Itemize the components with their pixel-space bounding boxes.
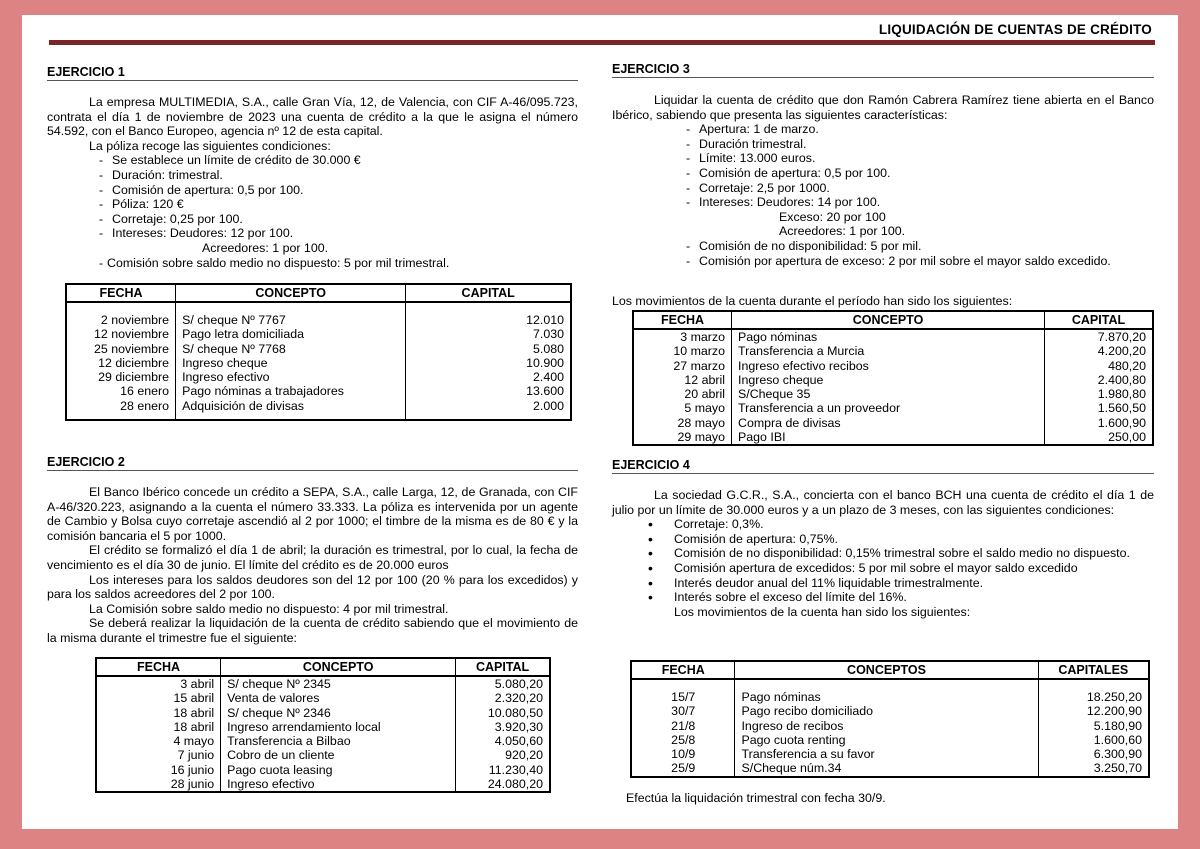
condition-subitem: Acreedores: 1 por 100. xyxy=(779,224,906,239)
cell-fecha: 20 abril xyxy=(633,387,732,401)
cell-concepto: Transferencia a un proveedor xyxy=(732,401,1045,415)
table-row xyxy=(631,690,1149,704)
cell-concepto: Ingreso efectivo xyxy=(221,777,456,792)
cell-capital: 1.560,50 xyxy=(1097,401,1146,416)
cell-capital: 13.600 xyxy=(526,384,564,399)
table-row xyxy=(631,747,1149,761)
cell-fecha: 28 junio xyxy=(96,777,221,792)
exercise-2-table xyxy=(95,657,551,793)
exercise-3-intro: Liquidar la cuenta de crédito que don Ramón Cabrera Ramírez tiene abierta en el Banco Ibérico, sabiendo que presenta las siguientes características: xyxy=(612,93,1154,122)
table-row xyxy=(633,430,1153,445)
cell-fecha: 4 mayo xyxy=(96,734,221,748)
cell-fecha: 25 noviembre xyxy=(66,342,176,356)
cell-concepto: Compra de divisas xyxy=(732,416,1045,430)
column-header: CAPITAL xyxy=(456,658,550,676)
column-header: CONCEPTO xyxy=(732,311,1045,329)
condition-item: - Corretaje: 0,25 por 100. xyxy=(47,212,578,227)
cell-fecha: 15 abril xyxy=(96,691,221,705)
cell-concepto: S/ cheque Nº 2346 xyxy=(221,706,456,720)
cell-fecha: 16 junio xyxy=(96,763,221,777)
exercise-1-intro: La empresa MULTIMEDIA, S.A., calle Gran Vía, 12, de Valencia, con CIF A-46/095.723, contrata el día 1 de noviembre de 2023 una cuenta de crédito a la que le asigna el número 54.592, con el Banco Europeo, agencia nº 12 de esta capital. xyxy=(47,95,578,139)
cell-capital: 2.400 xyxy=(532,370,564,385)
exercise-2-paragraph: El Banco Ibérico concede un crédito a SEPA, S.A., calle Larga, 12, de Granada, con CIF A-46/320.223, asignando a la cuenta el número 33.333. La póliza es intervenida por un agente de Cambio y Bolsa cuyo corretaje ascendió al 2 por 1000; el timbre de la misma es de 80 € y la comisión bancaria el 5 por 1000. xyxy=(47,485,578,543)
table-row xyxy=(633,359,1153,373)
cell-fecha: 3 marzo xyxy=(633,329,732,344)
table-spacer-row xyxy=(631,679,1149,690)
cell-concepto: Pago nóminas xyxy=(735,690,1038,704)
cell-fecha: 5 mayo xyxy=(633,401,732,415)
exercise-1-table xyxy=(65,283,572,421)
table-header-row xyxy=(66,284,571,302)
condition-item: - Comisión de no disponibilidad: 5 por mil. xyxy=(634,239,1154,254)
column-header: CAPITAL xyxy=(406,284,571,302)
table-row xyxy=(66,384,571,398)
condition-item: - Apertura: 1 de marzo. xyxy=(634,122,1154,137)
cell-fecha: 3 abril xyxy=(96,676,221,691)
cell-concepto: Pago cuota renting xyxy=(735,733,1038,747)
table-row xyxy=(96,748,550,762)
exercise-1-conditions xyxy=(47,153,578,270)
condition-item: - Comisión de apertura: 0,5 por 100. xyxy=(634,166,1154,181)
cell-fecha: 2 noviembre xyxy=(66,313,176,327)
cell-concepto: Pago nóminas xyxy=(732,329,1045,344)
table-row xyxy=(66,370,571,384)
cell-capital: 4.200,20 xyxy=(1097,344,1146,359)
cell-capital: 18.250,20 xyxy=(1086,690,1142,704)
exercise-1-title: EJERCICIO 1 xyxy=(47,65,578,81)
column-header: FECHA xyxy=(96,658,221,676)
table-row xyxy=(96,763,550,777)
cell-capital: 5.180,90 xyxy=(1093,718,1142,733)
table-row xyxy=(633,373,1153,387)
table-row xyxy=(96,691,550,705)
table-row xyxy=(66,356,571,370)
condition-item: - Duración trimestral. xyxy=(634,137,1154,152)
cell-fecha: 12 noviembre xyxy=(66,327,176,341)
table-row xyxy=(66,399,571,413)
cell-fecha: 30/7 xyxy=(631,704,735,718)
table-row xyxy=(633,329,1153,344)
table-row xyxy=(96,777,550,792)
exercise-2-text xyxy=(47,485,578,646)
page-header-title: LIQUIDACIÓN DE CUENTAS DE CRÉDITO xyxy=(878,22,1152,37)
exercise-4-footer: Efectúa la liquidación trimestral con fecha 30/9. xyxy=(626,791,886,805)
cell-fecha: 29 mayo xyxy=(633,430,732,445)
table-row xyxy=(66,342,571,356)
table-row xyxy=(631,733,1149,747)
condition-item: - Comisión por apertura de exceso: 2 por mil sobre el mayor saldo excedido. xyxy=(634,254,1154,269)
cell-concepto: S/Cheque 35 xyxy=(732,387,1045,401)
column-header: CONCEPTOS xyxy=(735,661,1038,679)
condition-item: - Comisión de apertura: 0,5 por 100. xyxy=(47,183,578,198)
cell-concepto: Transferencia a Murcia xyxy=(732,344,1045,358)
cell-concepto: Ingreso de recibos xyxy=(735,719,1038,733)
cell-capital: 6.300,90 xyxy=(1093,747,1142,762)
cell-capital: 7.030 xyxy=(532,327,564,342)
exercise-4-conditions xyxy=(612,517,1154,605)
table-row xyxy=(633,387,1153,401)
condition-item: • Comisión de no disponibilidad: 0,15% trimestral sobre el saldo medio no dispuesto. xyxy=(612,546,1154,561)
cell-concepto: S/Cheque núm.34 xyxy=(735,761,1038,776)
exercise-3-table-intro xyxy=(612,294,1154,309)
table-row xyxy=(96,706,550,720)
cell-concepto: Pago cuota leasing xyxy=(221,763,456,777)
cell-fecha: 15/7 xyxy=(631,690,735,704)
cell-fecha: 12 diciembre xyxy=(66,356,176,370)
condition-item: • Comisión de apertura: 0,75%. xyxy=(612,532,1154,547)
cell-capital: 12.200,90 xyxy=(1086,704,1142,719)
exercise-3-conditions xyxy=(634,122,1154,268)
table-row xyxy=(633,401,1153,415)
column-header: CAPITAL xyxy=(1045,311,1154,329)
condition-item: - Corretaje: 2,5 por 1000. xyxy=(634,181,1154,196)
condition-item: • Interés sobre el exceso del límite del 16%. xyxy=(612,590,1154,605)
cell-concepto: Pago nóminas a trabajadores xyxy=(176,384,406,398)
cell-concepto: Cobro de un cliente xyxy=(221,748,456,762)
exercise-1-text xyxy=(47,95,578,270)
cell-capital: 3.250,70 xyxy=(1093,761,1142,776)
exercise-2-paragraph: El crédito se formalizó el día 1 de abril; la duración es trimestral, por lo cual, la fecha de vencimiento es el día 30 de junio. El límite del crédito es de 20.000 euros xyxy=(47,543,578,572)
column-header: FECHA xyxy=(631,661,735,679)
cell-fecha: 18 abril xyxy=(96,706,221,720)
cell-capital: 3.920,30 xyxy=(494,719,543,734)
cell-capital: 10.080,50 xyxy=(487,705,543,720)
condition-item: - Intereses: Deudores: 14 por 100. xyxy=(634,195,1154,210)
cell-concepto: Ingreso arrendamiento local xyxy=(221,720,456,734)
table-header-row xyxy=(96,658,550,676)
exercise-4-text xyxy=(612,488,1154,619)
exercise-2-title: EJERCICIO 2 xyxy=(47,455,578,471)
cell-capital: 1.980,80 xyxy=(1097,387,1146,402)
cell-concepto: Ingreso efectivo xyxy=(176,370,406,384)
exercise-2-paragraph: Se deberá realizar la liquidación de la cuenta de crédito sabiendo que el movimiento de la misma durante el trimestre fue el siguiente: xyxy=(47,616,578,645)
table-spacer-row xyxy=(66,302,571,313)
condition-item: - Límite: 13.000 euros. xyxy=(634,151,1154,166)
cell-concepto: Pago recibo domiciliado xyxy=(735,704,1038,718)
cell-concepto: S/ cheque Nº 2345 xyxy=(221,676,456,691)
cell-capital: 2.000 xyxy=(532,398,564,413)
cell-concepto: Ingreso cheque xyxy=(732,373,1045,387)
cell-fecha: 28 mayo xyxy=(633,416,732,430)
cell-capital: 12.010 xyxy=(526,313,564,327)
table-row xyxy=(631,704,1149,718)
table-row xyxy=(633,344,1153,358)
cell-capital: 2.320,20 xyxy=(494,691,543,706)
cell-concepto: Pago letra domiciliada xyxy=(176,327,406,341)
cell-capital: 480,20 xyxy=(1108,358,1146,373)
condition-item: - Póliza: 120 € xyxy=(47,197,578,212)
document-page xyxy=(22,15,1178,829)
cell-fecha: 16 enero xyxy=(66,384,176,398)
cell-capital: 4.050,60 xyxy=(494,734,543,749)
cell-fecha: 10/9 xyxy=(631,747,735,761)
exercise-3-text xyxy=(612,93,1154,268)
cell-capital: 5.080,20 xyxy=(494,677,543,691)
table-row xyxy=(631,761,1149,776)
table-header-row xyxy=(633,311,1153,329)
condition-item: • Interés deudor anual del 11% liquidable trimestralmente. xyxy=(612,576,1154,591)
table-row xyxy=(96,720,550,734)
cell-fecha: 25/9 xyxy=(631,761,735,776)
exercise-3-table-intro-text: Los movimientos de la cuenta durante el período han sido los siguientes: xyxy=(612,294,1013,308)
table-spacer-row xyxy=(66,413,571,420)
cell-concepto: Transferencia a su favor xyxy=(735,747,1038,761)
cell-capital: 250,00 xyxy=(1108,430,1146,445)
condition-item: - Se establece un límite de crédito de 30.000 € xyxy=(47,153,578,168)
cell-concepto: Ingreso efectivo recibos xyxy=(732,359,1045,373)
condition-subitem: Acreedores: 1 por 100. xyxy=(202,240,329,255)
cell-concepto: S/ cheque Nº 7767 xyxy=(176,313,406,327)
cell-capital: 5.080 xyxy=(532,341,564,356)
cell-capital: 10.900 xyxy=(526,355,564,370)
cell-fecha: 29 diciembre xyxy=(66,370,176,384)
cell-concepto: Transferencia a Bilbao xyxy=(221,734,456,748)
header-rule xyxy=(49,40,1155,45)
cell-concepto: Venta de valores xyxy=(221,691,456,705)
exercise-1-conditions-intro: La póliza recoge las siguientes condiciones: xyxy=(89,138,331,153)
condition-item: - Duración: trimestral. xyxy=(47,168,578,183)
cell-capital: 1.600,60 xyxy=(1093,732,1142,747)
table-header-row xyxy=(631,661,1149,679)
cell-capital: 7.870,20 xyxy=(1097,330,1146,344)
condition-item: - Intereses: Deudores: 12 por 100. xyxy=(47,226,578,241)
cell-fecha: 28 enero xyxy=(66,399,176,413)
column-header: FECHA xyxy=(66,284,176,302)
exercise-4-title: EJERCICIO 4 xyxy=(612,458,1154,474)
exercise-4-table xyxy=(630,660,1150,778)
cell-capital: 1.600,90 xyxy=(1097,415,1146,430)
condition-item: - Comisión sobre saldo medio no dispuesto: 5 por mil trimestral. xyxy=(47,256,578,271)
condition-item: • Comisión apertura de excedidos: 5 por mil sobre el mayor saldo excedido xyxy=(612,561,1154,576)
cell-concepto: Pago IBI xyxy=(732,430,1045,445)
cell-concepto: S/ cheque Nº 7768 xyxy=(176,342,406,356)
cell-capital: 24.080,20 xyxy=(487,777,543,792)
cell-fecha: 21/8 xyxy=(631,719,735,733)
cell-concepto: Ingreso cheque xyxy=(176,356,406,370)
cell-fecha: 7 junio xyxy=(96,748,221,762)
exercise-2-paragraph: La Comisión sobre saldo medio no dispuesto: 4 por mil trimestral. xyxy=(89,601,449,616)
cell-concepto: Adquisición de divisas xyxy=(176,399,406,413)
column-header: FECHA xyxy=(633,311,732,329)
cell-fecha: 18 abril xyxy=(96,720,221,734)
exercise-2-paragraph: Los intereses para los saldos deudores son del 12 por 100 (20 % para los excedidos) y para los saldos acreedores del 2 por 100. xyxy=(47,572,578,602)
cell-capital: 920,20 xyxy=(505,748,543,763)
condition-item: • Corretaje: 0,3%. xyxy=(612,517,1154,532)
table-row xyxy=(66,313,571,327)
cell-fecha: 10 marzo xyxy=(633,344,732,358)
condition-subitem: Exceso: 20 por 100 xyxy=(779,209,886,224)
cell-fecha: 12 abril xyxy=(633,373,732,387)
exercise-4-table-intro: Los movimientos de la cuenta han sido los siguientes: xyxy=(674,604,971,619)
column-header: CAPITALES xyxy=(1038,661,1149,679)
exercise-3-title: EJERCICIO 3 xyxy=(612,62,1154,78)
table-row xyxy=(96,734,550,748)
cell-fecha: 27 marzo xyxy=(633,359,732,373)
table-row xyxy=(66,327,571,341)
cell-capital: 2.400,80 xyxy=(1097,372,1146,387)
column-header: CONCEPTO xyxy=(176,284,406,302)
exercise-4-intro: La sociedad G.C.R., S.A., concierta con el banco BCH una cuenta de crédito el día 1 de julio por un límite de 30.000 euros y a un plazo de 3 meses, con las siguientes condiciones: xyxy=(612,488,1154,517)
table-row xyxy=(631,719,1149,733)
table-row xyxy=(96,676,550,691)
column-header: CONCEPTO xyxy=(221,658,456,676)
exercise-3-table xyxy=(632,310,1154,446)
table-row xyxy=(633,416,1153,430)
cell-fecha: 25/8 xyxy=(631,733,735,747)
cell-capital: 11.230,40 xyxy=(488,762,543,777)
